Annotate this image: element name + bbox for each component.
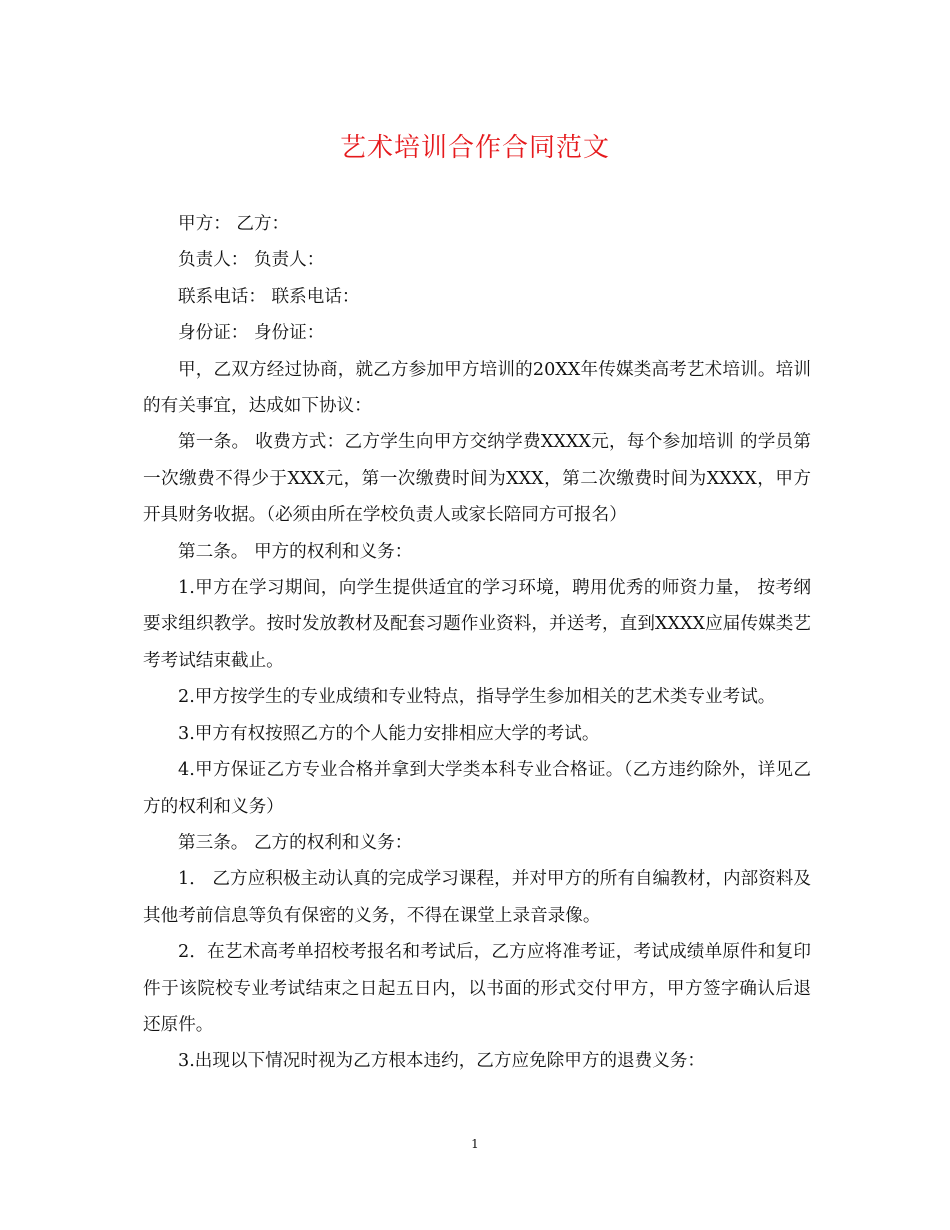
paragraph-phone: 联系电话： 联系电话： [178, 286, 360, 307]
paragraph-article-1: 第一条。 收费方式：乙方学生向甲方交纳学费XXXX元，每个参加培训 的学员第一次缴费不得少于XXX元，第一次缴费时间为XXX，第二次缴费时间为XXXX，甲方开具财务收据。（必须由所在学校负责人或家长陪同方可报名） [143, 432, 811, 526]
page-number: 1 [471, 1137, 479, 1151]
paragraph-article-2-item-4: 4.甲方保证乙方专业合格并拿到大学类本科专业合格证。（乙方违约除外，详见乙方的权利和义务） [143, 760, 811, 817]
paragraph-article-2-item-2: 2.甲方按学生的专业成绩和专业特点，指导学生参加相关的艺术类专业考试。 [178, 687, 776, 708]
paragraph-party-names: 甲方： 乙方： [178, 214, 290, 234]
paragraph-id-card: 身份证： 身份证： [178, 323, 325, 344]
document-body [143, 206, 811, 1080]
paragraph-article-2-item-3: 3.甲方有权按照乙方的个人能力安排相应大学的考试。 [178, 723, 600, 744]
paragraph-article-2-item-1: 1.甲方在学习期间，向学生提供适宜的学习环境，聘用优秀的师资力量， 按考纲要求组织教学。按时发放教材及配套习题作业资料，并送考，直到XXXX应届传媒类艺考考试结束截止。 [143, 578, 811, 671]
paragraph-article-3-item-3: 3.出现以下情况时视为乙方根本违约，乙方应免除甲方的退费义务： [178, 1051, 706, 1072]
document-title: 艺术培训合作合同范文 [339, 133, 610, 163]
paragraph-article-3-heading: 第三条。 乙方的权利和义务： [178, 832, 413, 853]
paragraph-article-3-item-2: 2．在艺术高考单招校考报名和考试后，乙方应将准考证，考试成绩单原件和复印件于该院校专业考试结束之日起五日内，以书面的形式交付甲方，甲方签字确认后退还原件。 [143, 942, 811, 1035]
paragraph-article-2-heading: 第二条。 甲方的权利和义务： [178, 541, 413, 562]
paragraph-agreement-intro: 甲，乙双方经过协商，就乙方参加甲方培训的20XX年传媒类高考艺术培训。培训的有关事宜，达成如下协议： [143, 359, 811, 417]
paragraph-article-3-item-1: 1． 乙方应积极主动认真的完成学习课程，并对甲方的所有自编教材，内部资料及其他考前信息等负有保密的义务，不得在课堂上录音录像。 [143, 869, 811, 926]
paragraph-responsible-person: 负责人： 负责人： [178, 250, 325, 271]
